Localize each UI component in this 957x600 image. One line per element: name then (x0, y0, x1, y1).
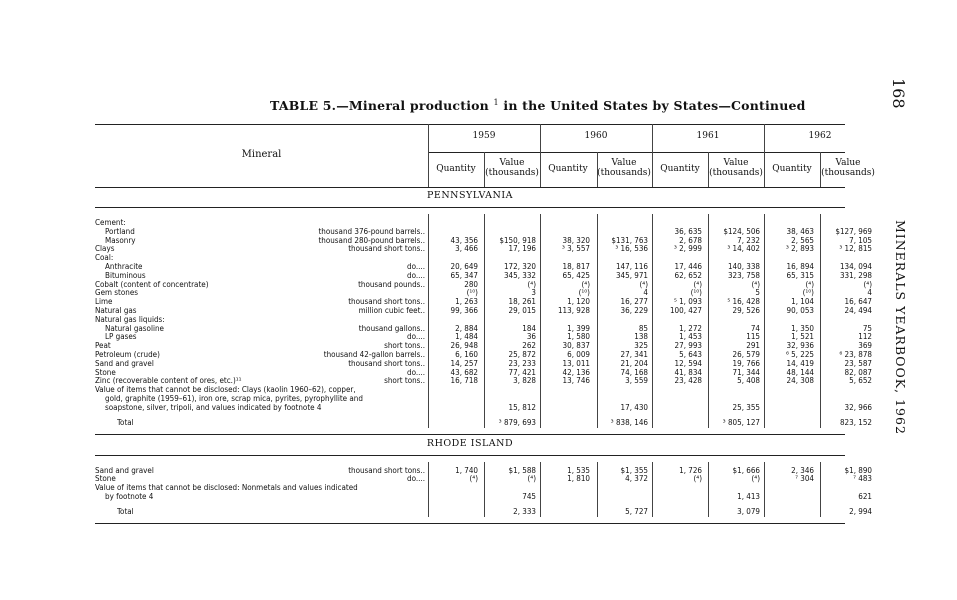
quantity-cell: 41, 834 (674, 367, 702, 377)
quantity-cell: 23, 428 (674, 376, 702, 386)
quantity-cell: 13, 011 (562, 358, 590, 368)
value-cell: 71, 344 (732, 367, 760, 377)
value-cell: 3 (531, 288, 536, 298)
quantity-cell: ⁷ 304 (795, 474, 814, 484)
value-cell: 345, 971 (615, 270, 648, 280)
section-end-rule (95, 434, 845, 435)
quantity-cell: 6, 160 (455, 350, 478, 359)
row-label: gold, graphite (1959–61), iron ore, scrap mica, pyrites, pyrophyllite and (105, 394, 363, 403)
table-row (95, 483, 845, 492)
value-cell: 115 (746, 332, 760, 342)
quantity-cell: 2, 346 (791, 465, 814, 475)
section-heading: PENNSYLVANIA (427, 190, 513, 201)
section-end-rule (95, 523, 845, 524)
value-cell: 184 (522, 323, 536, 333)
table-row (95, 402, 872, 412)
footnote-marker: 1 (493, 98, 499, 107)
quantity-cell: 27, 993 (674, 341, 702, 351)
value-cell: 7, 232 (737, 235, 760, 245)
row-label: Gem stones (95, 288, 139, 298)
quantity-cell: 1, 740 (455, 465, 478, 475)
column-rule (764, 214, 765, 428)
quantity-cell: 38, 463 (786, 226, 814, 236)
value-header: Value (thousands) (709, 158, 763, 178)
table-row (95, 235, 872, 245)
quantity-cell: ³ 2, 999 (673, 244, 702, 254)
value-cell: (⁴) (527, 279, 536, 289)
table-row (95, 244, 872, 254)
value-header: Value (thousands) (597, 158, 651, 178)
value-cell: $131, 763 (611, 235, 648, 245)
table-row (95, 358, 872, 368)
quantity-cell: (⁴) (693, 279, 702, 289)
quantity-cell: 2, 884 (455, 323, 478, 333)
value-cell: ³ 879, 693 (498, 417, 536, 427)
quantity-cell: ⁵ 1, 093 (673, 297, 702, 307)
value-cell: $127, 969 (835, 226, 872, 236)
row-unit: short tons.. (384, 376, 425, 386)
row-unit: do.... (407, 262, 425, 271)
table-row (95, 394, 845, 403)
column-rule (597, 214, 598, 428)
quantity-cell: 90, 053 (786, 306, 814, 315)
quantity-header: Quantity (660, 164, 700, 174)
row-unit: do.... (407, 332, 425, 342)
year-header: 1962 (808, 131, 832, 141)
value-cell: 112 (858, 332, 872, 342)
value-cell: 4, 372 (625, 474, 648, 484)
quantity-cell: 1, 726 (679, 465, 702, 475)
value-cell: 5, 652 (849, 376, 872, 386)
value-cell: 77, 421 (508, 367, 536, 377)
value-cell: 74, 168 (620, 367, 648, 377)
quantity-cell: 43, 682 (450, 367, 478, 377)
value-cell: 85 (638, 323, 648, 333)
table-row (95, 270, 872, 280)
quantity-cell: 6, 009 (567, 350, 590, 359)
quantity-cell: 65, 347 (450, 270, 478, 280)
value-cell: $1, 588 (508, 465, 536, 475)
row-label: Total (117, 506, 134, 516)
quantity-cell: 26, 948 (450, 341, 478, 351)
quantity-cell: 16, 718 (450, 376, 478, 386)
row-label: Masonry thousand 280-pound barrels.. (105, 235, 425, 245)
row-label: LP gases do.... (105, 332, 425, 342)
row-unit: short tons.. (384, 341, 425, 351)
value-cell: 21, 204 (620, 358, 648, 368)
value-cell: 16, 647 (844, 297, 872, 307)
value-cell: 1, 413 (737, 492, 760, 501)
value-cell: ³ 16, 536 (615, 244, 648, 254)
value-cell: 18, 261 (508, 297, 536, 307)
year-rule (428, 152, 845, 153)
value-cell: $1, 890 (844, 465, 872, 475)
running-head: MINERALS YEARBOOK, 1962 (893, 220, 908, 435)
row-label: Sand and gravel thousand short tons.. (95, 465, 425, 475)
quantity-header: Quantity (548, 164, 588, 174)
table-row (95, 492, 872, 501)
row-label: Total (117, 417, 134, 427)
quantity-cell: 280 (464, 279, 478, 289)
quantity-cell: (⁴) (581, 279, 590, 289)
row-unit: thousand pounds.. (358, 279, 425, 289)
value-cell: 5, 727 (625, 506, 648, 516)
column-rule (428, 214, 429, 428)
table-title-main: TABLE 5.—Mineral production (270, 98, 489, 114)
quantity-cell: 1, 521 (791, 332, 814, 342)
header-top-rule (95, 124, 845, 125)
table-row (95, 315, 845, 324)
value-cell: (⁴) (751, 279, 760, 289)
row-unit: do.... (407, 367, 425, 377)
section-heading: RHODE ISLAND (426, 437, 514, 449)
row-unit: do.... (407, 270, 425, 280)
table-row (95, 288, 872, 298)
column-rule (652, 214, 653, 428)
value-cell: 29, 015 (508, 306, 536, 315)
value-cell: 26, 579 (732, 350, 760, 359)
row-unit: do.... (407, 474, 425, 484)
quantity-cell: (¹⁰) (690, 288, 702, 298)
value-cell: 82, 087 (844, 367, 872, 377)
quantity-cell: 24, 308 (786, 376, 814, 386)
year-header: 1961 (696, 131, 720, 141)
value-cell: 15, 812 (508, 402, 536, 412)
value-cell: 17, 430 (620, 402, 648, 412)
quantity-cell: 12, 594 (674, 358, 702, 368)
table-row (95, 323, 872, 333)
value-cell: $124, 506 (723, 226, 760, 236)
value-cell: (⁴) (751, 474, 760, 484)
value-cell: 4 (643, 288, 648, 298)
value-cell: 3, 559 (625, 376, 648, 386)
row-unit: million cubic feet.. (358, 306, 425, 315)
value-cell: 36, 229 (620, 306, 648, 315)
value-cell: 16, 277 (620, 297, 648, 307)
table-row (95, 253, 845, 262)
value-cell: 291 (746, 341, 760, 351)
quantity-cell: (⁴) (693, 474, 702, 484)
value-cell: 36 (526, 332, 536, 342)
row-label: Anthracite do.... (105, 262, 425, 271)
row-label: Sand and gravel thousand short tons.. (95, 358, 425, 368)
table-title-rest: in the United States by States—Continued (503, 98, 806, 114)
quantity-cell: 1, 580 (567, 332, 590, 342)
quantity-cell: 32, 936 (786, 341, 814, 351)
quantity-cell: 62, 652 (674, 270, 702, 280)
quantity-cell: ³ 3, 557 (561, 244, 590, 254)
row-label: by footnote 4 (105, 492, 154, 501)
row-label: Portland thousand 376-pound barrels.. (105, 226, 425, 236)
quantity-cell: 1, 484 (455, 332, 478, 342)
quantity-cell: 3, 466 (455, 244, 478, 254)
column-rule (484, 214, 485, 428)
quantity-cell: 1, 453 (679, 332, 702, 342)
value-cell: 369 (858, 341, 872, 351)
quantity-cell: 38, 320 (562, 235, 590, 245)
quantity-cell: (¹⁰) (802, 288, 814, 298)
row-label: Stone do.... (95, 367, 425, 377)
value-cell: ³ 14, 402 (727, 244, 760, 254)
quantity-cell: 14, 257 (450, 358, 478, 368)
table-row (95, 465, 872, 475)
quantity-header: Quantity (436, 164, 476, 174)
table-row (95, 474, 872, 484)
table-row (95, 332, 872, 342)
value-cell: $1, 666 (732, 465, 760, 475)
quantity-cell: 100, 427 (669, 306, 702, 315)
value-cell: (⁴) (527, 474, 536, 484)
row-unit: thousand short tons.. (348, 358, 425, 368)
value-cell: ³ 12, 815 (839, 244, 872, 254)
quantity-cell: 14, 419 (786, 358, 814, 368)
quantity-cell: 36, 635 (674, 226, 702, 236)
row-label: Clays thousand short tons.. (95, 244, 425, 254)
table-row (95, 279, 872, 289)
quantity-cell: 1, 104 (791, 297, 814, 307)
row-label: Coal: (95, 253, 114, 263)
table-title (270, 98, 806, 113)
quantity-cell: 2, 565 (791, 235, 814, 245)
table-row (95, 367, 872, 377)
row-label: Cobalt (content of concentrate) thousand pounds.. (95, 279, 425, 289)
quantity-cell: 43, 356 (450, 235, 478, 245)
table-row (95, 385, 845, 394)
value-cell: 74 (750, 323, 760, 333)
row-label: Petroleum (crude) thousand 42-gallon barrels.. (95, 350, 425, 359)
row-label: soapstone, silver, tripoli, and values indicated by footnote 4 (105, 402, 322, 412)
year-header: 1960 (584, 131, 608, 141)
value-cell: 24, 494 (844, 306, 872, 315)
quantity-cell: 113, 928 (557, 306, 590, 315)
value-cell: 23, 233 (508, 358, 536, 368)
quantity-cell: 65, 425 (562, 270, 590, 280)
value-cell: ³ 805, 127 (722, 417, 760, 427)
quantity-cell: (¹⁰) (578, 288, 590, 298)
value-cell: 5, 408 (737, 376, 760, 386)
value-cell: 147, 116 (615, 262, 648, 271)
row-unit: thousand 42-gallon barrels.. (323, 350, 425, 359)
value-cell: 323, 758 (727, 270, 760, 280)
value-cell: 27, 341 (620, 350, 648, 359)
total-row (95, 417, 872, 427)
value-cell: 75 (862, 323, 872, 333)
row-label: Lime thousand short tons.. (95, 297, 425, 307)
quantity-cell: 1, 120 (567, 297, 590, 307)
row-label: Zinc (recoverable content of ores, etc.)¹¹ short tons.. (95, 376, 425, 386)
table-row (95, 218, 845, 227)
value-cell: (⁴) (863, 279, 872, 289)
row-label: Natural gas million cubic feet.. (95, 306, 425, 315)
value-cell: $150, 918 (499, 235, 536, 245)
quantity-cell: 42, 136 (562, 367, 590, 377)
table-row (95, 306, 872, 315)
quantity-cell: ³ 2, 893 (785, 244, 814, 254)
quantity-cell: 99, 366 (450, 306, 478, 315)
quantity-cell: 1, 263 (455, 297, 478, 307)
value-cell: 23, 587 (844, 358, 872, 368)
quantity-cell: (⁴) (469, 474, 478, 484)
quantity-cell: 17, 446 (674, 262, 702, 271)
value-cell: 621 (858, 492, 872, 501)
row-unit: thousand 376-pound barrels.. (318, 226, 425, 236)
quantity-cell: 1, 272 (679, 323, 702, 333)
total-row (95, 506, 872, 516)
value-cell: ⁶ 23, 878 (839, 350, 872, 359)
quantity-cell: (⁴) (805, 279, 814, 289)
value-cell: 823, 152 (839, 417, 872, 427)
column-rule (540, 214, 541, 428)
value-cell: 134, 094 (839, 262, 872, 271)
table-row (95, 262, 872, 271)
value-cell: 7, 105 (849, 235, 872, 245)
section-rule (95, 455, 845, 456)
value-cell: 32, 966 (844, 402, 872, 412)
row-label: Stone do.... (95, 474, 425, 484)
table-row (95, 341, 872, 351)
value-cell: 3, 828 (513, 376, 536, 386)
quantity-cell: 13, 746 (562, 376, 590, 386)
value-cell: 172, 320 (503, 262, 536, 271)
quantity-cell: 1, 399 (567, 323, 590, 333)
quantity-cell: 65, 315 (786, 270, 814, 280)
year-header: 1959 (472, 131, 496, 141)
value-cell: ⁷ 483 (853, 474, 872, 484)
row-label: Natural gasoline thousand gallons.. (105, 323, 425, 333)
row-label: Peat short tons.. (95, 341, 425, 351)
value-header: Value (thousands) (821, 158, 875, 178)
quantity-cell: 5, 643 (679, 350, 702, 359)
page-number: 168 (889, 78, 908, 109)
value-cell: 25, 872 (508, 350, 536, 359)
table-row (95, 226, 872, 236)
row-label: Natural gas liquids: (95, 314, 165, 324)
value-cell: 2, 333 (513, 506, 536, 516)
header-mineral: Mineral (241, 149, 282, 160)
value-cell: (⁴) (639, 279, 648, 289)
value-cell: $1, 355 (620, 465, 648, 475)
row-unit: thousand short tons.. (348, 465, 425, 475)
value-cell: 17, 196 (508, 244, 536, 254)
value-cell: 2, 994 (849, 506, 872, 516)
header-bottom-rule (95, 187, 845, 188)
value-cell: 140, 338 (727, 262, 760, 271)
quantity-cell: 1, 535 (567, 465, 590, 475)
quantity-cell: 20, 649 (450, 262, 478, 271)
value-cell: 331, 298 (839, 270, 872, 280)
table-row (95, 350, 872, 359)
value-cell: 745 (522, 492, 536, 501)
value-cell: 262 (522, 341, 536, 351)
row-label: Value of items that cannot be disclosed: Nonmetals and values indicated (95, 483, 358, 493)
value-cell: 25, 355 (732, 402, 760, 412)
quantity-cell: 18, 817 (562, 262, 590, 271)
table-row (95, 297, 872, 307)
column-rule (820, 214, 821, 428)
section-rule (95, 207, 845, 208)
row-label: Value of items that cannot be disclosed: Clays (kaolin 1960–62), copper, (95, 385, 356, 395)
value-cell: ³ 838, 146 (610, 417, 648, 427)
row-label: Bituminous do.... (105, 270, 425, 280)
value-cell: 345, 332 (503, 270, 536, 280)
value-cell: 19, 766 (732, 358, 760, 368)
value-cell: 325 (634, 341, 648, 351)
table-row (95, 376, 872, 386)
row-label: Cement: (95, 218, 126, 227)
value-cell: ⁵ 16, 428 (727, 297, 760, 307)
value-cell: 29, 526 (732, 306, 760, 315)
row-unit: thousand short tons.. (348, 244, 425, 254)
quantity-cell: ⁶ 5, 225 (785, 350, 814, 359)
quantity-cell: (¹⁰) (466, 288, 478, 298)
quantity-cell: 1, 350 (791, 323, 814, 333)
value-cell: 138 (634, 332, 648, 342)
quantity-cell: 48, 144 (786, 367, 814, 377)
column-rule (708, 214, 709, 428)
value-cell: 3, 079 (737, 506, 760, 516)
row-unit: thousand short tons.. (348, 297, 425, 307)
value-cell: 4 (867, 288, 872, 298)
row-unit: thousand gallons.. (358, 323, 425, 333)
quantity-cell: 2, 678 (679, 235, 702, 245)
quantity-cell: 16, 894 (786, 262, 814, 271)
quantity-cell: 1, 810 (567, 474, 590, 484)
row-unit: thousand 280-pound barrels.. (318, 235, 425, 245)
quantity-cell: 30, 837 (562, 341, 590, 351)
quantity-header: Quantity (772, 164, 812, 174)
value-cell: 5 (755, 288, 760, 298)
value-header: Value (thousands) (485, 158, 539, 178)
